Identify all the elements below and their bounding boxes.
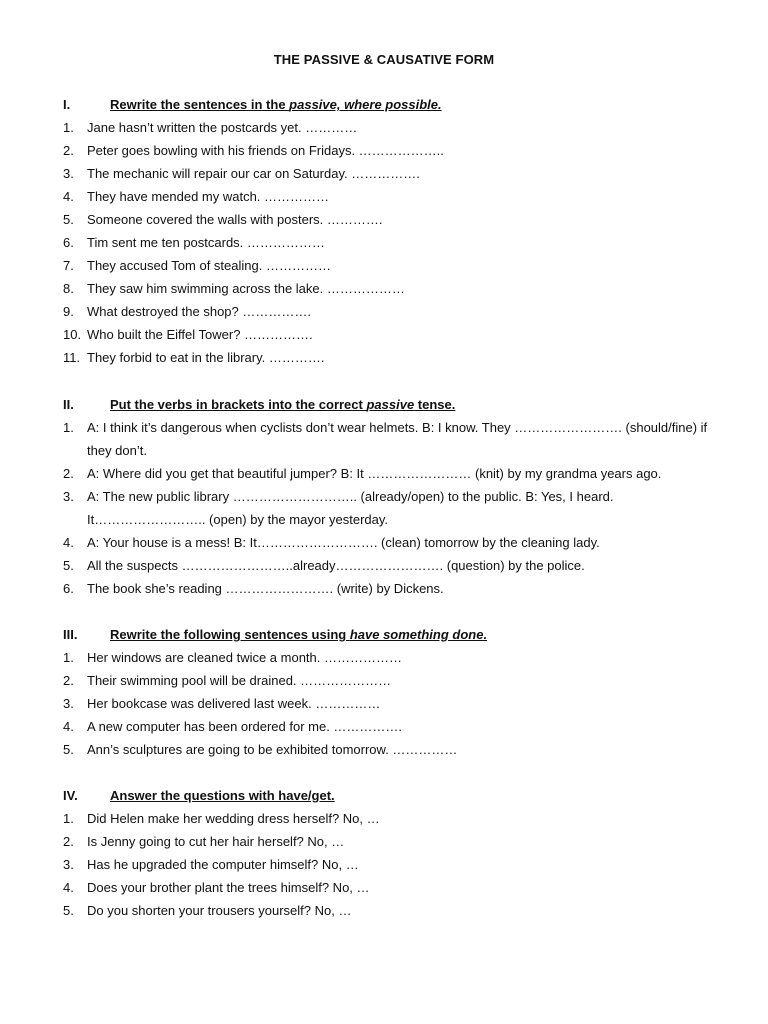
- item-number: 3.: [63, 166, 74, 181]
- item-number: 6.: [63, 581, 74, 596]
- item-text: Has he upgraded the computer himself? No, …: [87, 857, 359, 872]
- exercise-list: [63, 646, 733, 761]
- section-instruction: Answer the questions with have/get.: [110, 788, 335, 803]
- exercise-item: [63, 646, 733, 669]
- exercise-item: [63, 669, 733, 692]
- item-number: 1.: [63, 650, 74, 665]
- item-number: 1.: [63, 120, 74, 135]
- item-text: Jane hasn’t written the postcards yet. …………: [87, 120, 358, 135]
- item-text: A: The new public library ……………………….. (already/open) to the public. B: Yes, I heard. It…………………….. (open) by the mayor yesterday.: [87, 489, 618, 527]
- item-text: They forbid to eat in the library. ………….: [87, 350, 325, 365]
- exercise-item: [63, 876, 733, 899]
- section-2: [63, 393, 733, 600]
- item-text: What destroyed the shop? …………….: [87, 304, 311, 319]
- item-number: 4.: [63, 880, 74, 895]
- item-number: 2.: [63, 673, 74, 688]
- item-text: All the suspects ……………………..already……………………. (question) by the police.: [87, 558, 585, 573]
- item-text: Her bookcase was delivered last week. ……………: [87, 696, 381, 711]
- item-text: They have mended my watch. ……………: [87, 189, 330, 204]
- section-1: [63, 93, 733, 369]
- page-title: THE PASSIVE & CAUSATIVE FORM: [273, 52, 495, 67]
- item-number: 11.: [63, 350, 81, 365]
- exercise-item: [63, 300, 733, 323]
- exercise-item: [63, 853, 733, 876]
- item-number: 10.: [63, 327, 82, 342]
- item-text: They saw him swimming across the lake. ………………: [87, 281, 405, 296]
- item-number: 5.: [63, 558, 74, 573]
- exercise-item: [63, 185, 733, 208]
- item-number: 2.: [63, 834, 74, 849]
- exercise-item: [63, 346, 733, 369]
- exercise-item: [63, 139, 733, 162]
- item-number: 3.: [63, 489, 74, 504]
- item-text: The mechanic will repair our car on Saturday. …………….: [87, 166, 420, 181]
- item-number: 5.: [63, 212, 74, 227]
- item-number: 7.: [63, 258, 74, 273]
- item-number: 1.: [63, 811, 74, 826]
- section-3: [63, 623, 733, 761]
- exercise-item: [63, 692, 733, 715]
- item-number: 3.: [63, 857, 74, 872]
- item-text: A: Where did you get that beautiful jumper? B: It …………………… (knit) by my grandma years ago.: [87, 466, 662, 481]
- item-number: 8.: [63, 281, 74, 296]
- section-number: IV.: [63, 788, 78, 803]
- item-text: Her windows are cleaned twice a month. ………………: [87, 650, 403, 665]
- exercise-list: [63, 116, 733, 369]
- item-number: 4.: [63, 719, 74, 734]
- item-number: 5.: [63, 903, 74, 918]
- exercise-item: [63, 830, 733, 853]
- section-instruction: Put the verbs in brackets into the correct passive tense.: [110, 397, 456, 412]
- item-number: 6.: [63, 235, 74, 250]
- item-text: Ann’s sculptures are going to be exhibited tomorrow. ……………: [87, 742, 458, 757]
- exercise-item: [63, 323, 733, 346]
- item-number: 3.: [63, 696, 74, 711]
- exercise-item: [63, 577, 733, 600]
- section-4: [63, 784, 733, 922]
- exercise-item: [63, 531, 733, 554]
- exercise-item: [63, 807, 733, 830]
- exercise-item: [63, 277, 733, 300]
- item-text: A new computer has been ordered for me. …………….: [87, 719, 403, 734]
- item-number: 9.: [63, 304, 74, 319]
- section-instruction: Rewrite the sentences in the passive, where possible.: [110, 97, 442, 112]
- section-heading: [63, 784, 733, 807]
- exercise-item: [63, 416, 733, 462]
- item-number: 4.: [63, 189, 74, 204]
- exercise-item: [63, 208, 733, 231]
- item-text: Do you shorten your trousers yourself? No, …: [87, 903, 352, 918]
- exercise-item: [63, 254, 733, 277]
- exercise-item: [63, 738, 733, 761]
- item-text: Did Helen make her wedding dress herself? No, …: [87, 811, 380, 826]
- exercise-item: [63, 231, 733, 254]
- item-number: 2.: [63, 143, 74, 158]
- item-text: Peter goes bowling with his friends on Fridays. ………………..: [87, 143, 444, 158]
- item-number: 4.: [63, 535, 74, 550]
- exercise-item: [63, 462, 733, 485]
- exercise-item: [63, 485, 733, 531]
- exercise-item: [63, 715, 733, 738]
- section-number: I.: [63, 97, 71, 112]
- section-number: II.: [63, 397, 74, 412]
- item-text: Does your brother plant the trees himself? No, …: [87, 880, 370, 895]
- item-text: A: Your house is a mess! B: It………………………. (clean) tomorrow by the cleaning lady.: [87, 535, 600, 550]
- item-text: Who built the Eiffel Tower? …………….: [87, 327, 313, 342]
- item-number: 5.: [63, 742, 74, 757]
- section-instruction: Rewrite the following sentences using have something done.: [110, 627, 488, 642]
- section-heading: [63, 93, 733, 116]
- item-text: Someone covered the walls with posters. ………….: [87, 212, 383, 227]
- section-heading: [63, 393, 733, 416]
- exercise-item: [63, 162, 733, 185]
- item-text: Tim sent me ten postcards. ………………: [87, 235, 325, 250]
- exercise-item: [63, 116, 733, 139]
- exercise-item: [63, 899, 733, 922]
- item-text: They accused Tom of stealing. ……………: [87, 258, 331, 273]
- exercise-list: [63, 416, 733, 600]
- item-text: Their swimming pool will be drained. …………………: [87, 673, 392, 688]
- section-heading: [63, 623, 733, 646]
- exercise-list: [63, 807, 733, 922]
- item-text: Is Jenny going to cut her hair herself? No, …: [87, 834, 345, 849]
- exercise-item: [63, 554, 733, 577]
- item-text: A: I think it’s dangerous when cyclists don’t wear helmets. B: I know. They ……………………. (should/fine) if they don’t.: [87, 420, 711, 458]
- section-number: III.: [63, 627, 78, 642]
- item-number: 1.: [63, 420, 74, 435]
- item-text: The book she’s reading ……………………. (write) by Dickens.: [87, 581, 444, 596]
- item-number: 2.: [63, 466, 74, 481]
